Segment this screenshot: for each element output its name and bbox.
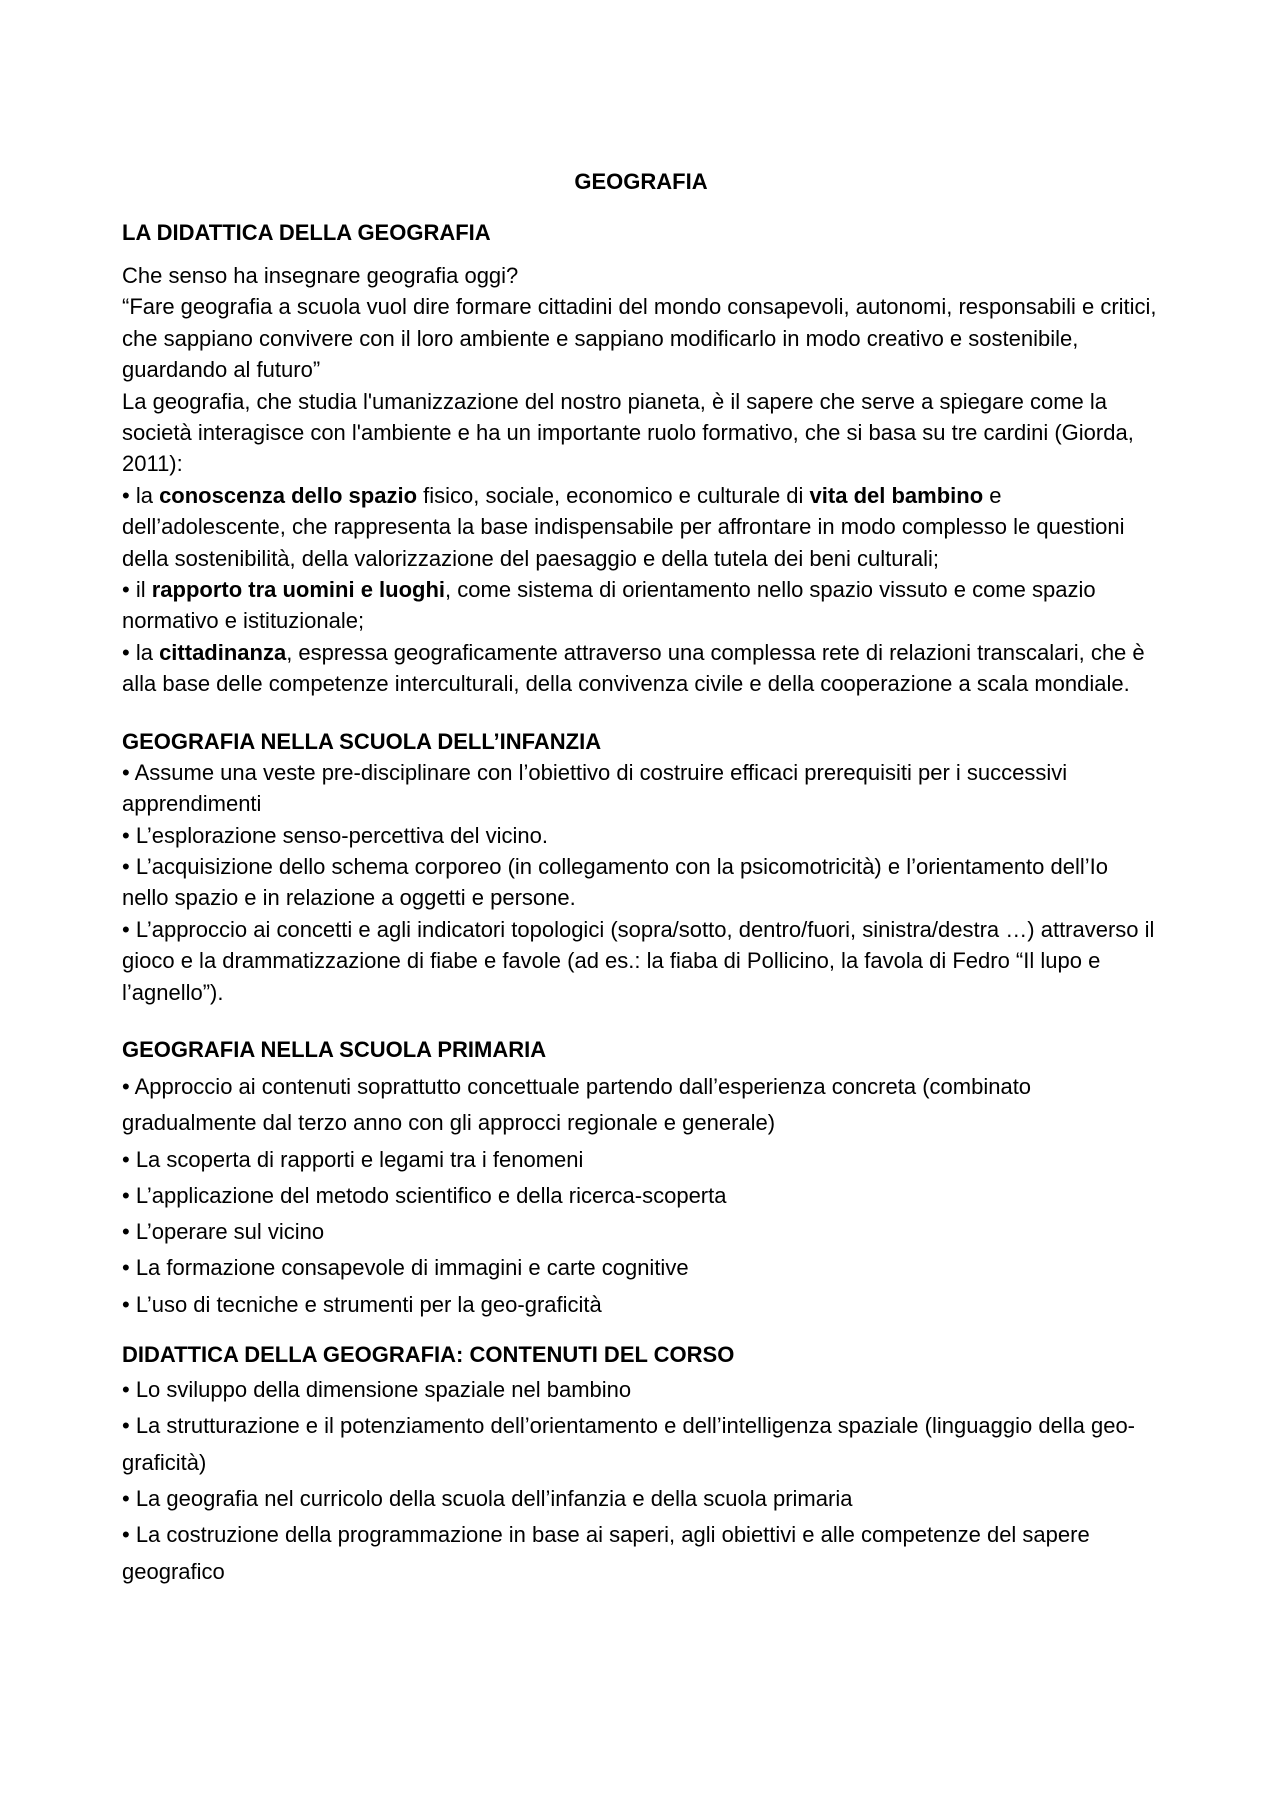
list-item: • L’uso di tecniche e strumenti per la geo-graficità [122, 1291, 602, 1317]
cardine-3-suffix: , espressa geograficamente attraverso una complessa rete di relazioni transcalari, che è alla base delle competenze interculturali, della convivenza civile e della cooperazione a scala mondiale. [122, 639, 1145, 697]
cardine-item-1 [122, 480, 1160, 574]
cardine-3-prefix: • la [122, 639, 160, 665]
section-heading-primaria: GEOGRAFIA NELLA SCUOLA PRIMARIA [122, 1036, 547, 1062]
intro-paragraph: La geografia, che studia l'umanizzazione del nostro pianeta, è il sapere che serve a spiegare come la società interagisce con l'ambiente e ha un importante ruolo formativo, che si basa su tre cardini (Giorda, 2011): [122, 388, 1134, 477]
section-contenuti [122, 1339, 1160, 1590]
intro-quote: “Fare geografia a scuola vuol dire formare cittadini del mondo consapevoli, autonomi, responsabili e critici, che sappiano convivere con il loro ambiente e sappiano modificarlo in modo creativo e sostenibile, guardando al futuro” [122, 294, 1157, 383]
list-item: • La strutturazione e il potenziamento dell’orientamento e dell’intelligenza spaziale (linguaggio della geo-graficità) [122, 1413, 1135, 1475]
cardine-item-2 [122, 574, 1160, 637]
list-item: • La formazione consapevole di immagini e carte cognitive [122, 1255, 689, 1281]
cardine-1-bold-vita: vita del bambino [809, 482, 984, 508]
cardine-1-prefix: • la [122, 482, 160, 508]
cardine-3-bold: cittadinanza [159, 639, 287, 665]
list-item: • Lo sviluppo della dimensione spaziale nel bambino [122, 1377, 632, 1403]
cardine-2-suffix: , come sistema di orientamento nello spazio vissuto e come spazio normativo e istituzionale; [122, 577, 1096, 634]
cardine-1-suffix: e dell’adolescente, che rappresenta la base indispensabile per affrontare in modo complesso le questioni della sostenibilità, della valorizzazione del paesaggio e della tutela dei beni culturali; [122, 482, 1125, 571]
cardine-item-3 [122, 637, 1160, 700]
document-title: GEOGRAFIA [574, 169, 708, 194]
list-item: • L’esplorazione senso-percettiva del vicino. [122, 822, 548, 848]
list-item: • La costruzione della programmazione in base ai saperi, agli obiettivi e alle competenze del sapere geografico [122, 1522, 1090, 1584]
section-didattica [122, 217, 1160, 700]
intro-question: Che senso ha insegnare geografia oggi? [122, 263, 519, 288]
list-item: • La scoperta di rapporti e legami tra i fenomeni [122, 1146, 584, 1172]
section-primaria [122, 1034, 1160, 1323]
list-item: • Assume una veste pre-disciplinare con l’obiettivo di costruire efficaci prerequisiti per i successivi apprendimenti [122, 759, 1068, 817]
cardine-2-bold: rapporto tra uomini e luoghi [151, 577, 446, 603]
cardine-1-bold-conoscenza: conoscenza dello spazio [159, 482, 418, 508]
cardine-1-mid: fisico, sociale, economico e culturale di [417, 482, 810, 508]
cardine-2-prefix: • il [122, 577, 152, 603]
section-heading-infanzia: GEOGRAFIA NELLA SCUOLA DELL’INFANZIA [122, 728, 602, 754]
list-item: • L’acquisizione dello schema corporeo (in collegamento con la psicomotricità) e l’orientamento dell’Io nello spazio e in relazione a oggetti e persone. [122, 853, 1108, 911]
section-infanzia [122, 726, 1160, 1008]
list-item: • L’approccio ai concetti e agli indicatori topologici (sopra/sotto, dentro/fuori, sinistra/destra …) attraverso il gioco e la drammatizzazione di fiabe e favole (ad es.: la fiaba di Pollicino, la favola di Fedro “Il lupo e l’agnello”). [122, 916, 1155, 1005]
section-heading-contenuti: DIDATTICA DELLA GEOGRAFIA: CONTENUTI DEL CORSO [122, 1342, 735, 1368]
section-heading-didattica: LA DIDATTICA DELLA GEOGRAFIA [122, 220, 491, 245]
list-item: • La geografia nel curricolo della scuola dell’infanzia e della scuola primaria [122, 1485, 853, 1511]
list-item: • L’operare sul vicino [122, 1219, 325, 1245]
list-item: • Approccio ai contenuti soprattutto concettuale partendo dall’esperienza concreta (combinato gradualmente dal terzo anno con gli approcci regionale e generale) [122, 1073, 1032, 1136]
list-item: • L’applicazione del metodo scientifico e della ricerca-scoperta [122, 1182, 727, 1208]
